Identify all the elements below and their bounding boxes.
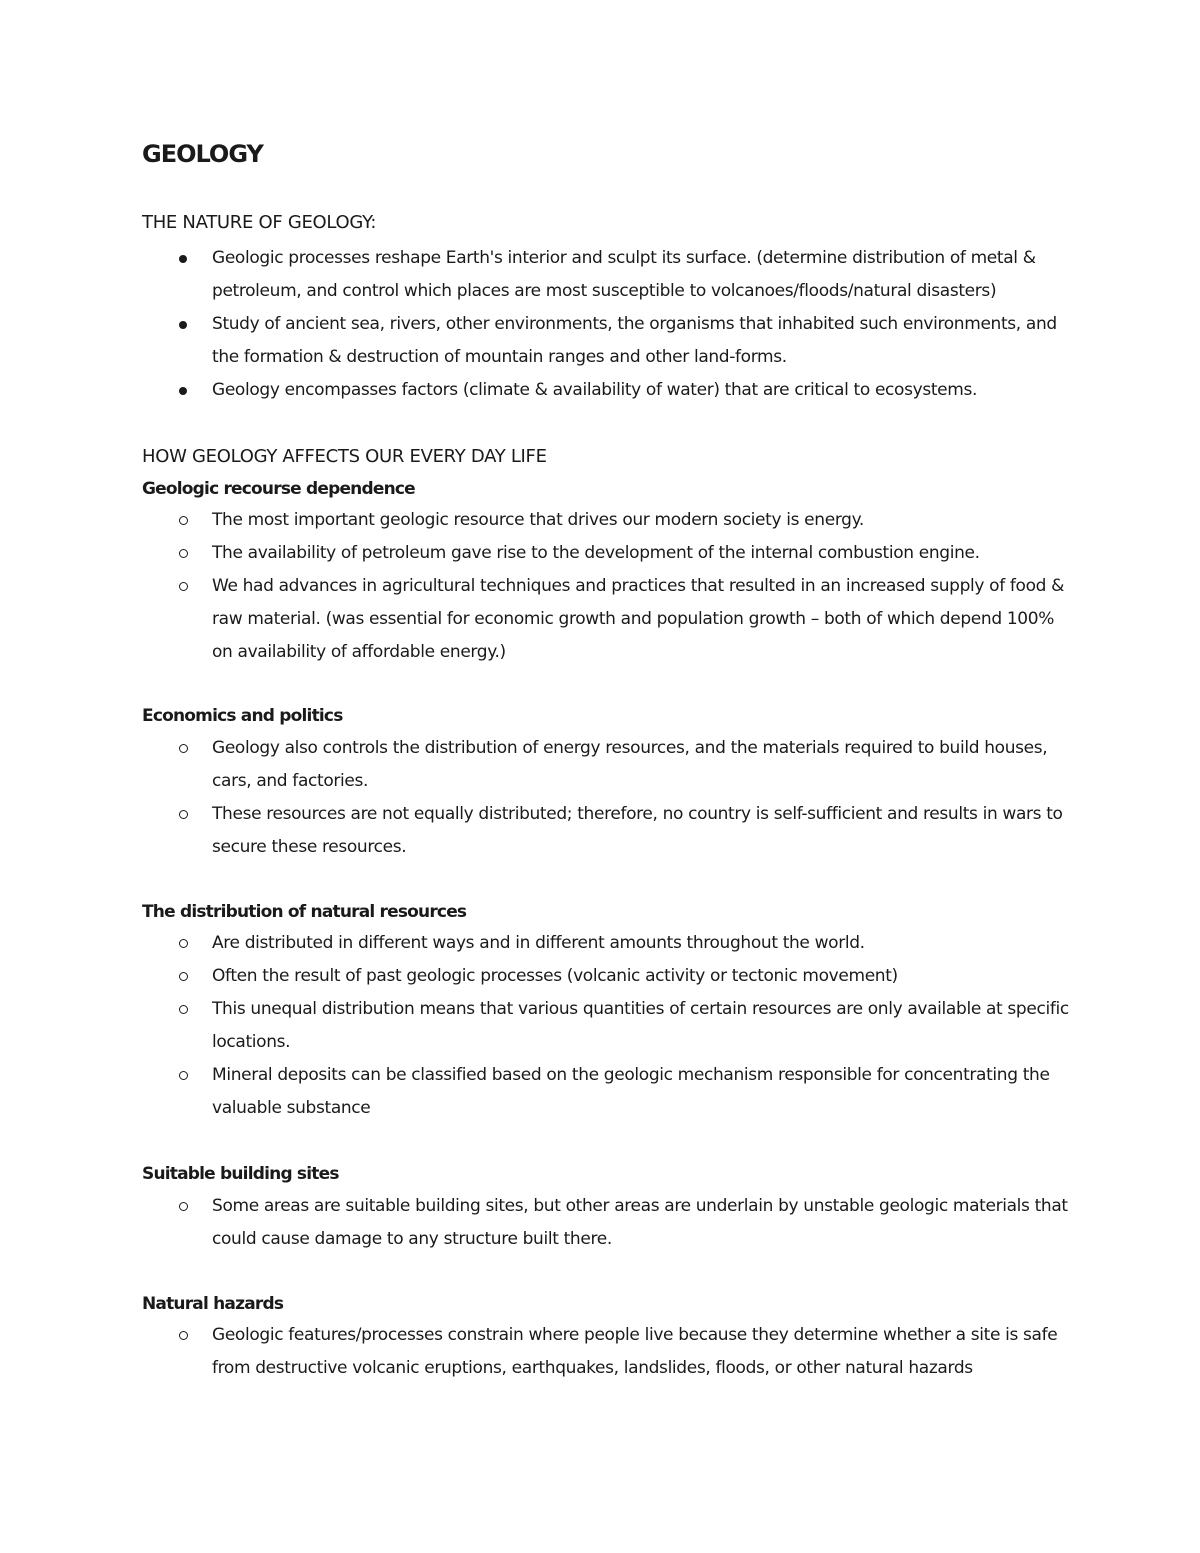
list-item xyxy=(0,504,1200,537)
circle-list-economics-politics xyxy=(0,732,1200,864)
subheading-resource-dependence: Geologic recourse dependence xyxy=(142,479,415,499)
subheading-natural-resources: The distribution of natural resources xyxy=(142,902,467,922)
list-item-text: Geology also controls the distribution of energy resources, and the materials required to build houses, cars, and factories. xyxy=(212,738,1048,791)
circle-bullet-icon xyxy=(178,798,190,831)
circle-bullet-icon xyxy=(178,570,190,603)
list-item-text: Mineral deposits can be classified based on the geologic mechanism responsible for concentrating the valuable substance xyxy=(212,1065,1050,1118)
subheading-economics-politics: Economics and politics xyxy=(142,706,343,726)
section-heading-everyday-life: HOW GEOLOGY AFFECTS OUR EVERY DAY LIFE xyxy=(142,446,547,467)
list-item xyxy=(0,732,1200,798)
list-item xyxy=(0,960,1200,993)
list-item xyxy=(0,570,1200,669)
list-item-text: Often the result of past geologic processes (volcanic activity or tectonic movement) xyxy=(212,966,898,986)
list-item-text: We had advances in agricultural techniques and practices that resulted in an increased supply of food & raw material. (was essential for economic growth and population growth – both of which depend 100% on availability of affordable energy.) xyxy=(212,576,1065,662)
list-item xyxy=(0,927,1200,960)
subheading-natural-hazards: Natural hazards xyxy=(142,1294,284,1314)
list-item-text: Study of ancient sea, rivers, other environments, the organisms that inhabited such environments, and the formation & destruction of mountain ranges and other land-forms. xyxy=(212,314,1057,367)
bullet-icon xyxy=(178,242,190,275)
list-item xyxy=(0,1059,1200,1125)
circle-bullet-icon xyxy=(178,504,190,537)
list-item-text: Geologic processes reshape Earth's interior and sculpt its surface. (determine distribution of metal & petroleum, and control which places are most susceptible to volcanoes/floods/natural disasters) xyxy=(212,248,1036,301)
circle-bullet-icon xyxy=(178,1059,190,1092)
circle-list-natural-hazards xyxy=(0,1319,1200,1385)
list-item-text: Are distributed in different ways and in different amounts throughout the world. xyxy=(212,933,865,953)
subheading-building-sites: Suitable building sites xyxy=(142,1164,339,1184)
circle-bullet-icon xyxy=(178,1319,190,1352)
list-item xyxy=(0,374,1200,407)
circle-bullet-icon xyxy=(178,960,190,993)
list-item-text: Some areas are suitable building sites, but other areas are underlain by unstable geologic materials that could cause damage to any structure built there. xyxy=(212,1196,1068,1249)
list-item-text: These resources are not equally distributed; therefore, no country is self-sufficient and results in wars to secure these resources. xyxy=(212,804,1063,857)
circle-list-building-sites xyxy=(0,1190,1200,1256)
list-item xyxy=(0,1319,1200,1385)
circle-bullet-icon xyxy=(178,993,190,1026)
list-item xyxy=(0,537,1200,570)
bullet-icon xyxy=(178,308,190,341)
list-item xyxy=(0,993,1200,1059)
circle-bullet-icon xyxy=(178,732,190,765)
bullet-list-nature xyxy=(0,242,1200,407)
bullet-icon xyxy=(178,374,190,407)
list-item-text: This unequal distribution means that various quantities of certain resources are only available at specific locations. xyxy=(212,999,1069,1052)
section-heading-nature: THE NATURE OF GEOLOGY: xyxy=(142,212,377,233)
list-item-text: Geology encompasses factors (climate & availability of water) that are critical to ecosystems. xyxy=(212,380,978,400)
circle-bullet-icon xyxy=(178,1190,190,1223)
list-item-text: Geologic features/processes constrain where people live because they determine whether a site is safe from destructive volcanic eruptions, earthquakes, landslides, floods, or other natural hazards xyxy=(212,1325,1058,1378)
list-item-text: The availability of petroleum gave rise to the development of the internal combustion engine. xyxy=(212,543,980,563)
list-item xyxy=(0,1190,1200,1256)
document-title: GEOLOGY xyxy=(142,140,263,168)
circle-bullet-icon xyxy=(178,537,190,570)
list-item xyxy=(0,798,1200,864)
circle-list-natural-resources xyxy=(0,927,1200,1125)
circle-bullet-icon xyxy=(178,927,190,960)
list-item xyxy=(0,242,1200,308)
list-item xyxy=(0,308,1200,374)
list-item-text: The most important geologic resource that drives our modern society is energy. xyxy=(212,510,864,530)
circle-list-resource-dependence xyxy=(0,504,1200,669)
